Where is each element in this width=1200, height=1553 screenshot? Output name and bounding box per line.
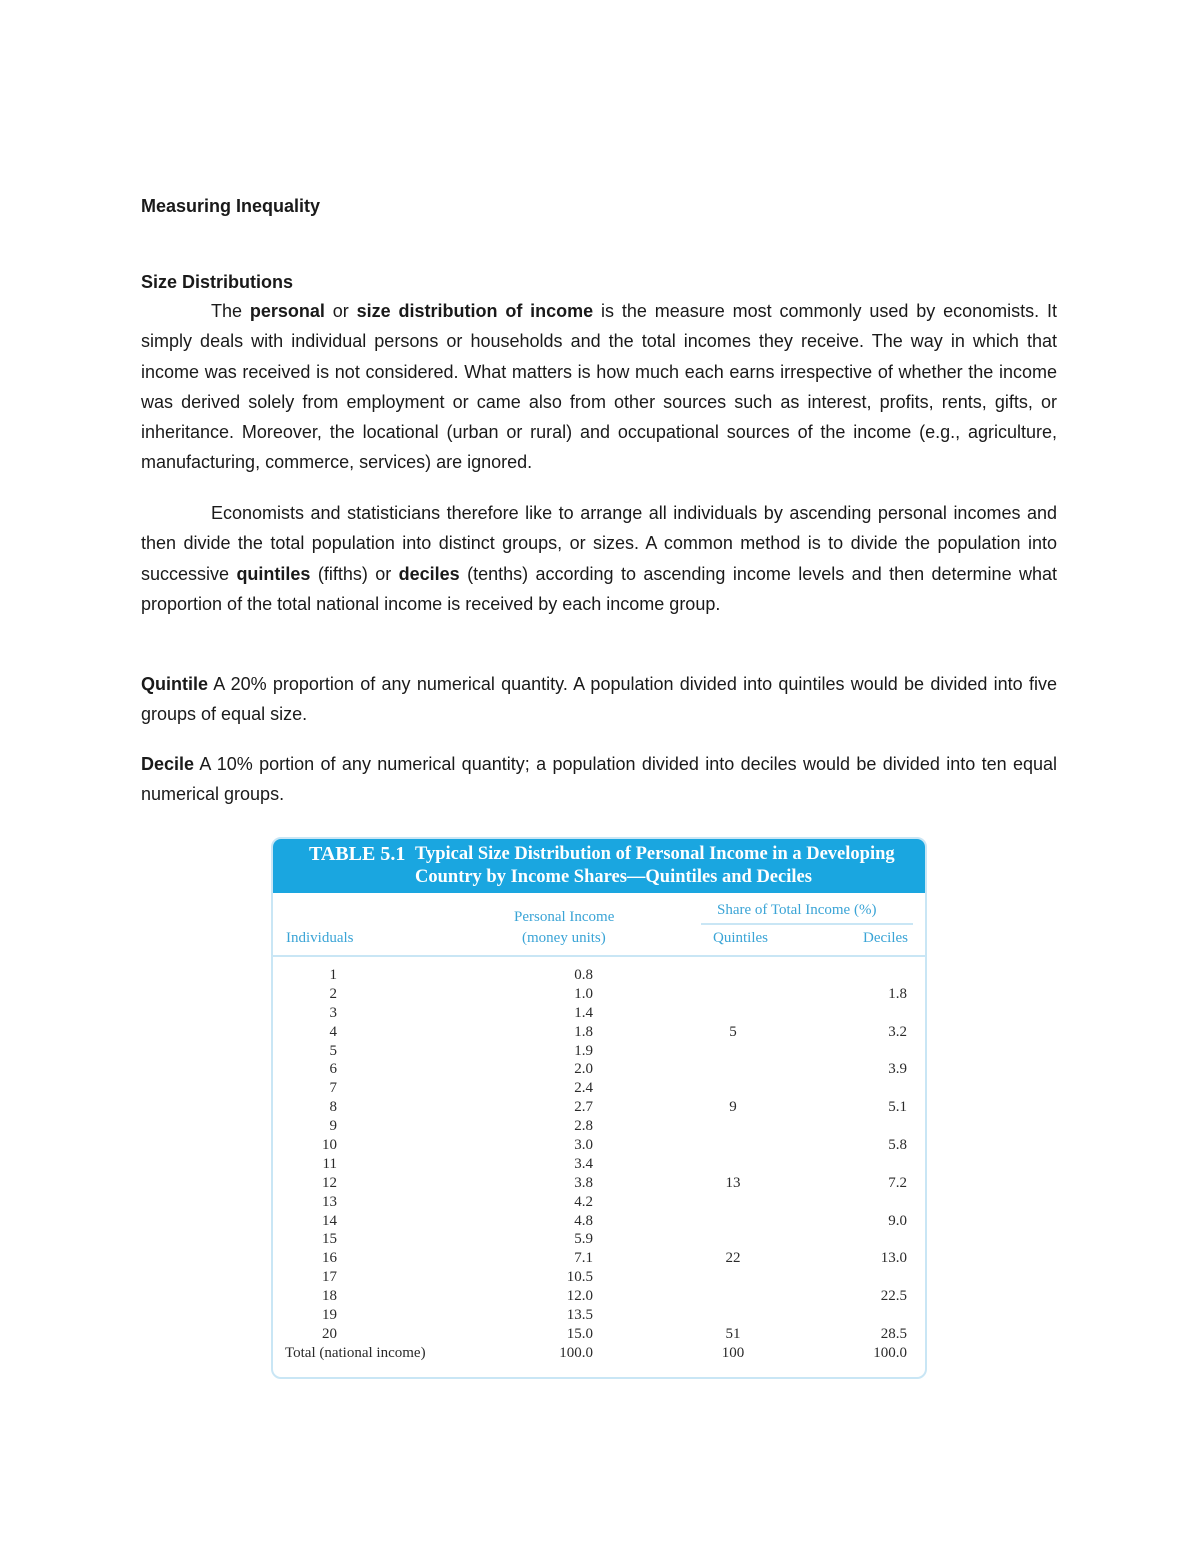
cell-total-decile: 100.0 xyxy=(873,1344,907,1361)
cell-individual: 18 xyxy=(322,1288,337,1305)
cell-quintile: 51 xyxy=(725,1325,741,1342)
cell-income: 2.0 xyxy=(574,1061,593,1078)
table-number: TABLE 5.1 xyxy=(309,843,406,865)
table-row xyxy=(273,1024,925,1043)
table-row xyxy=(273,1005,925,1024)
income-distribution-table xyxy=(271,837,927,1379)
cell-decile: 7.2 xyxy=(888,1174,907,1191)
cell-income: 3.0 xyxy=(574,1137,593,1154)
paragraph-quintiles-deciles xyxy=(141,498,1057,619)
cell-individual: 17 xyxy=(322,1269,337,1286)
cell-quintile: 22 xyxy=(725,1250,741,1267)
cell-decile: 1.8 xyxy=(888,985,907,1002)
cell-total-quintile: 100 xyxy=(721,1344,745,1361)
cell-decile: 9.0 xyxy=(888,1212,907,1229)
cell-individual: 4 xyxy=(329,1023,337,1040)
cell-income: 5.9 xyxy=(574,1231,593,1248)
cell-income: 2.4 xyxy=(574,1080,593,1097)
cell-individual: 10 xyxy=(322,1137,337,1154)
page-title: Measuring Inequality xyxy=(141,196,321,216)
cell-decile: 5.8 xyxy=(888,1137,907,1154)
table-row xyxy=(273,1231,925,1250)
cell-income: 12.0 xyxy=(566,1288,593,1305)
table-row xyxy=(273,967,925,986)
table-row xyxy=(273,1156,925,1175)
cell-income: 13.5 xyxy=(566,1307,593,1324)
p2-term-deciles: deciles xyxy=(398,563,460,584)
cell-income: 0.8 xyxy=(574,967,593,983)
cell-total-income: 100.0 xyxy=(559,1344,593,1361)
cell-individual: 11 xyxy=(322,1155,337,1172)
table-row xyxy=(273,1137,925,1156)
cell-decile: 22.5 xyxy=(880,1288,907,1305)
table-title: Typical Size Distribution of Personal Income in a Developing Country by Income Shares—Quintiles and Deciles xyxy=(415,844,895,887)
cell-individual: 8 xyxy=(329,1099,337,1116)
cell-decile: 28.5 xyxy=(880,1325,907,1342)
cell-income: 3.8 xyxy=(574,1174,593,1191)
cell-individual: 12 xyxy=(322,1174,337,1191)
cell-individual: 3 xyxy=(329,1004,337,1021)
table-row xyxy=(273,1213,925,1232)
cell-decile: 13.0 xyxy=(880,1250,907,1267)
cell-individual: 5 xyxy=(329,1042,337,1059)
col-header-income-units: (money units) xyxy=(522,930,606,946)
p2-text-mid: (fifths) or xyxy=(310,563,399,584)
col-header-quintiles: Quintiles xyxy=(713,930,768,946)
cell-income: 7.1 xyxy=(574,1250,593,1267)
col-header-deciles: Deciles xyxy=(863,930,908,946)
table-row xyxy=(273,1080,925,1099)
p2-term-quintiles: quintiles xyxy=(236,563,311,584)
header-rule xyxy=(273,955,925,957)
table-body xyxy=(273,967,925,1364)
table-row xyxy=(273,1288,925,1307)
cell-individual: 9 xyxy=(329,1118,337,1135)
cell-quintile: 9 xyxy=(729,1099,737,1116)
p1-term-personal: personal xyxy=(249,301,325,321)
p1-text-mid: or xyxy=(324,301,357,321)
cell-decile: 3.9 xyxy=(888,1061,907,1078)
table-header-band xyxy=(273,839,925,893)
cell-quintile: 13 xyxy=(725,1174,741,1191)
cell-individual: 7 xyxy=(329,1080,337,1097)
cell-quintile: 5 xyxy=(729,1023,737,1040)
cell-individual: 16 xyxy=(322,1250,337,1267)
paragraph-size-distribution xyxy=(141,296,1057,478)
cell-income: 4.8 xyxy=(574,1212,593,1229)
p2-text-rest: (tenths) according to ascending income levels and then determine what proportion of the total national income is received by each income group. xyxy=(141,563,1057,614)
col-header-share: Share of Total Income (%) xyxy=(717,902,877,918)
cell-individual: 14 xyxy=(322,1212,337,1229)
decile-term: Decile xyxy=(141,754,195,774)
cell-income: 1.9 xyxy=(574,1042,593,1059)
cell-income: 10.5 xyxy=(566,1269,593,1286)
decile-definition: A 10% portion of any numerical quantity; a population divided into deciles would be divided into ten equal numerical groups. xyxy=(141,754,1057,805)
p1-text-pre: The xyxy=(211,301,250,321)
section-heading: Size Distributions xyxy=(141,272,294,292)
table-row xyxy=(273,1099,925,1118)
table-row xyxy=(273,1250,925,1269)
quintile-term: Quintile xyxy=(141,674,208,694)
cell-income: 1.0 xyxy=(574,985,593,1002)
col-header-individuals: Individuals xyxy=(286,930,354,946)
table-row xyxy=(273,1043,925,1062)
cell-decile: 5.1 xyxy=(888,1099,907,1116)
cell-income: 1.4 xyxy=(574,1004,593,1021)
cell-income: 4.2 xyxy=(574,1193,593,1210)
table-row xyxy=(273,1326,925,1345)
cell-income: 3.4 xyxy=(574,1155,593,1172)
cell-individual: 13 xyxy=(322,1193,337,1210)
cell-individual: 6 xyxy=(329,1061,337,1078)
cell-income: 2.7 xyxy=(574,1099,593,1116)
cell-income: 1.8 xyxy=(574,1023,593,1040)
p1-term-size-distribution: size distribution of income xyxy=(356,301,594,321)
cell-decile: 3.2 xyxy=(888,1023,907,1040)
table-row xyxy=(273,1175,925,1194)
cell-income: 15.0 xyxy=(566,1325,593,1342)
p1-text-rest: is the measure most commonly used by economists. It simply deals with individual persons or households and the total incomes they receive. The way in which that income was received is not considered. What matters is how much each earns irrespective of whether the income was derived solely from employment or came also from other sources such as interest, profits, rents, gifts, or inheritance. Moreover, the locational (urban or rural) and occupational sources of the income (e.g., agriculture, manufacturing, commerce, services) are ignored. xyxy=(141,301,1057,473)
p2-text-pre: Economists and statisticians therefore like to arrange all individuals by ascending personal incomes and then divide the total population into distinct groups, or sizes. A common method is to divide the population into successive xyxy=(141,503,1057,584)
cell-individual: 1 xyxy=(329,967,337,983)
cell-individual: 2 xyxy=(329,985,337,1002)
share-header-rule xyxy=(701,923,913,925)
cell-income: 2.8 xyxy=(574,1118,593,1135)
table-row xyxy=(273,1269,925,1288)
definition-decile xyxy=(141,749,1057,810)
cell-total-label: Total (national income) xyxy=(285,1344,426,1361)
table-row xyxy=(273,1307,925,1326)
cell-individual: 15 xyxy=(322,1231,337,1248)
table-total-row xyxy=(273,1345,925,1364)
definition-quintile xyxy=(141,669,1057,730)
col-header-income: Personal Income xyxy=(514,909,615,925)
table-row xyxy=(273,1118,925,1137)
table-row xyxy=(273,1061,925,1080)
quintile-definition: A 20% proportion of any numerical quantity. A population divided into quintiles would be divided into five groups of equal size. xyxy=(141,674,1057,725)
cell-individual: 20 xyxy=(322,1325,337,1342)
table-row xyxy=(273,1194,925,1213)
cell-individual: 19 xyxy=(322,1307,337,1324)
table-row xyxy=(273,986,925,1005)
